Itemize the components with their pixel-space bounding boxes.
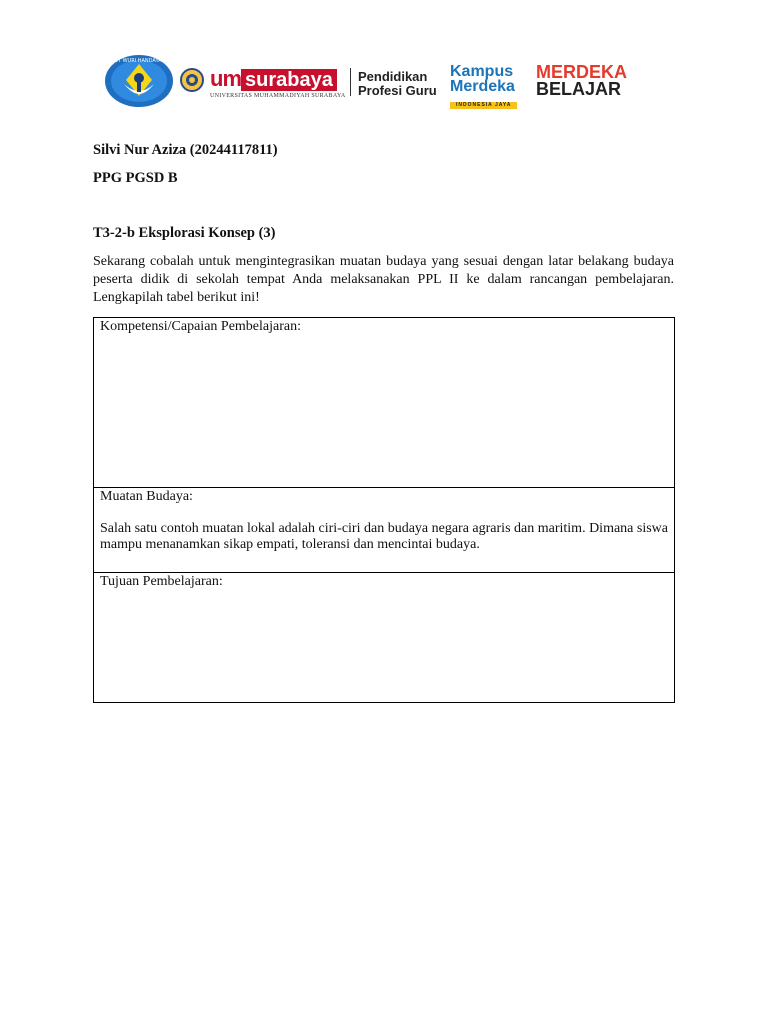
culture-text: Salah satu contoh muatan lokal adalah ciri-ciri dan budaya negara agraris dan maritim. Dimana siswa mampu menanamkan sikap empati, toleransi dan mencintai budaya.	[100, 521, 668, 552]
kampus-logo-tag: INDONESIA JAYA	[450, 102, 517, 109]
header-logos	[104, 52, 629, 110]
objective-label: Tujuan Pembelajaran:	[100, 574, 223, 589]
merdeka-belajar-logo	[536, 64, 627, 98]
logo-divider	[350, 68, 351, 96]
kampus-merdeka-logo	[450, 64, 517, 109]
ppg-logo-line2: Profesi Guru	[358, 83, 437, 98]
objective-cell[interactable]	[94, 572, 674, 702]
ums-logo-um: um	[210, 66, 241, 91]
culture-cell[interactable]	[94, 487, 674, 572]
ppg-logo-line1: Pendidikan	[358, 69, 428, 84]
umsurabaya-logo	[210, 66, 346, 99]
competency-label: Kompetensi/Capaian Pembelajaran:	[100, 319, 301, 334]
ums-logo-surabaya: surabaya	[241, 69, 337, 91]
tutwuri-logo-text: TUT WURI HANDAYANI	[111, 58, 167, 64]
lesson-plan-table	[93, 317, 675, 703]
kampus-logo-line2: Merdeka	[450, 78, 515, 95]
kampus-logo-line1: Kampus	[450, 63, 514, 80]
university-seal-icon	[180, 68, 204, 92]
merdeka-logo-line1: MERDEKA	[536, 62, 628, 82]
task-instruction: Sekarang cobalah untuk mengintegrasikan muatan budaya yang sesuai dengan latar belakang budaya peserta didik di sekolah tempat Anda melaksanakan PPL II ke dalam rancangan pembelajaran. Lengkapilah tabel berikut ini!	[93, 254, 674, 305]
tut-wuri-handayani-logo	[104, 54, 174, 108]
merdeka-logo-line2: BELAJAR	[536, 79, 622, 99]
student-class: PPG PGSD B	[93, 170, 178, 186]
ppg-logo	[358, 70, 437, 98]
ums-logo-subtitle: UNIVERSITAS MUHAMMADIYAH SURABAYA	[210, 93, 346, 99]
competency-cell[interactable]	[94, 318, 674, 487]
culture-label: Muatan Budaya:	[100, 489, 193, 504]
task-title: T3-2-b Eksplorasi Konsep (3)	[93, 225, 276, 241]
student-name: Silvi Nur Aziza (20244117811)	[93, 142, 278, 158]
